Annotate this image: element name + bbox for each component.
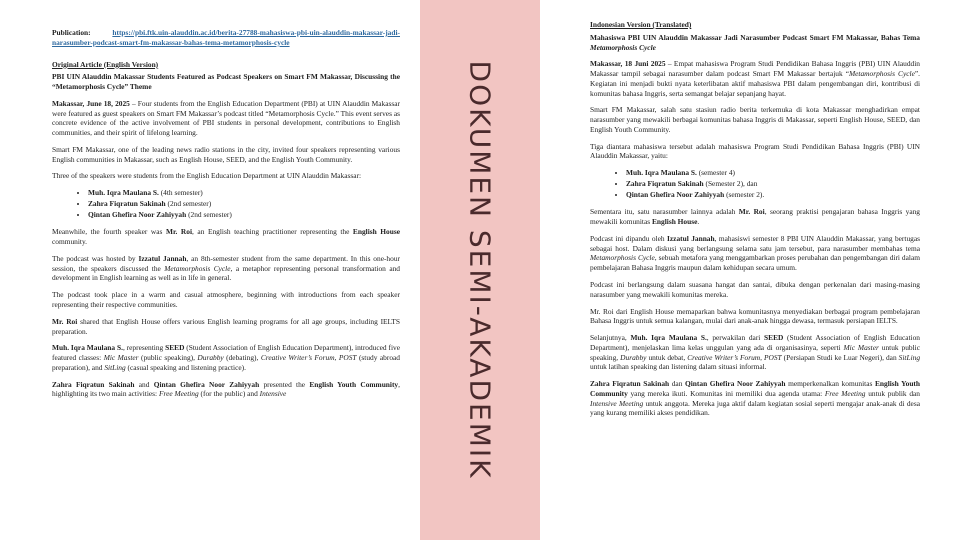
paragraph-7 <box>52 317 400 337</box>
text: , perwakilan dari <box>706 333 765 343</box>
text: dan <box>669 379 685 389</box>
text: English House <box>352 227 400 237</box>
publication-line <box>52 28 400 48</box>
text: , a metaphor representing personal transformation and development in English learning as well as in life in general. <box>52 263 400 283</box>
text: (debating), <box>223 353 261 363</box>
speaker-note: (semester 2). <box>724 189 765 199</box>
speaker-note: (4th semester) <box>158 188 203 198</box>
english-article-page <box>0 0 420 540</box>
paragraph-8 <box>590 333 920 372</box>
paragraph-1 <box>52 99 400 138</box>
text: untuk publik dan <box>865 388 920 398</box>
dateline: Makassar, 18 Juni 2025 <box>590 59 666 69</box>
text: SEED <box>165 343 185 353</box>
text: Mic Master <box>103 353 139 363</box>
list-item <box>626 190 920 201</box>
paragraph-4 <box>590 207 920 227</box>
band-label: DOKUMEN SEMI-AKADEMIK <box>463 60 497 480</box>
text: Izzatul Jannah <box>667 233 715 243</box>
paragraph-9 <box>52 380 400 400</box>
article-title-english: PBI UIN Alauddin Makassar Students Featured as Podcast Speakers on Smart FM Makassar, Discussing the “Metamorphosis Cycle” Theme <box>52 72 400 92</box>
dateline: Makassar, June 18, 2025 <box>52 98 130 108</box>
text: shared that English House offers various English learning programs for all age groups, including IELTS preparation. <box>52 316 401 336</box>
text: English House <box>652 217 698 227</box>
section-heading-english: Original Article (English Version) <box>52 59 159 69</box>
text: Intensive Meeting <box>590 398 644 408</box>
text: SitLing <box>898 352 921 362</box>
p1-text: – Four students from the English Education Department (PBI) at UIN Alauddin Makassar were featured as guest speakers on Smart FM Makassar’s podcast titled “Metamorphosis Cycle.” This event serves as concrete evidence of the active involvement of PBI students in personal development, contributions to English communities, and their spirit of lifelong learning. <box>52 98 400 138</box>
text: Intensive <box>259 389 287 399</box>
text: Free Meeting <box>824 388 866 398</box>
text: (study abroad preparation), and <box>52 353 400 372</box>
text: Creative Writer’s Forum, POST <box>687 352 782 362</box>
text: Muh. Iqra Maulana S. <box>630 333 707 343</box>
paragraph-7: Mr. Roi dari English House memaparkan bahwa komunitasnya menyediakan berbagai program pembelajaran Bahasa Inggris untuk semua kalangan, mulai dari anak-anak hingga dewasa, termasuk persiapan IELTS. <box>590 306 920 326</box>
text: Muh. Iqra Maulana S. <box>52 343 123 353</box>
paragraph-4 <box>52 227 400 247</box>
text: Qintan Ghefira Noor Zahiyyah <box>685 379 786 389</box>
text: (Student Association of English Education Department), introduced five featured classes: <box>52 343 400 363</box>
text: , mahasiswi semester 8 PBI UIN Alauddin Makassar, yang bertugas sebagai host. Dalam diskusi yang berlangsung selama satu jam tersebut, para narasumber membahas tema <box>590 233 920 253</box>
text: , an English teaching practitioner representing the <box>192 227 353 237</box>
list-item <box>88 210 400 221</box>
text: The podcast was hosted by <box>52 253 139 263</box>
text: Durabby <box>620 352 647 362</box>
text: Metamorphosis Cycle <box>590 42 656 52</box>
paragraph-9 <box>590 379 920 418</box>
text: , an 8th-semester student from the same department. In this one-hour session, the speakers discussed the <box>52 253 400 273</box>
text: (casual speaking and listening practice). <box>125 362 246 372</box>
speaker-note: (Semester 2), dan <box>703 178 758 188</box>
text: . <box>697 217 700 227</box>
text: presented the <box>259 379 310 389</box>
speaker-note: (semester 4) <box>696 168 736 178</box>
text: Metamorphosis Cycle <box>590 253 655 263</box>
list-item <box>626 168 920 179</box>
text: English Youth Community <box>590 379 920 398</box>
text: Mr. Roi <box>165 227 193 237</box>
paragraph-5 <box>52 254 400 283</box>
paragraph-1 <box>590 59 920 98</box>
article-title-indonesian <box>590 33 920 53</box>
speaker-list-indonesian <box>590 168 920 200</box>
text: English Youth Community <box>309 379 399 389</box>
text: , seorang praktisi pengajaran bahasa Inggris yang mewakili komunitas <box>590 207 921 227</box>
text: Zahra Fiqratun Sakinah <box>52 379 135 389</box>
text: ”. Kegiatan ini menjadi bukti nyata keterlibatan aktif mahasiswa PBI dalam pengembangan diri, kontribusi di komunitas bahasa Inggris, serta semangat belajar sepanjang hayat. <box>590 69 920 98</box>
speaker-name: Qintan Ghefira Noor Zahiyyah <box>626 189 725 199</box>
text: Mahasiswa PBI UIN Alauddin Makassar Jadi Narasumber Podcast Smart FM Makassar, Bahas Tema <box>590 32 920 42</box>
text: Metamorphosis Cycle <box>164 263 231 273</box>
text: yang mereka ikuti. Komunitas ini memiliki dua agenda utama: <box>627 388 825 398</box>
text: Zahra Fiqratun Sakinah <box>590 379 670 389</box>
indonesian-article-page <box>540 0 960 540</box>
text: (Student Association of English Education Department), menjelaskan lima kelas unggulan yang ada di organisasinya, seperti <box>590 333 921 352</box>
text: Metamorphosis Cycle <box>849 69 915 79</box>
text: , <box>334 353 339 363</box>
text: Creative Writer’s Forum <box>260 353 335 363</box>
paragraph-3: Tiga diantara mahasiswa tersebut adalah mahasiswa Program Studi Pendidikan Bahasa Inggris (PBI) UIN Alauddin Makassar, yaitu: <box>590 141 920 161</box>
paragraph-6: Podcast ini berlangsung dalam suasana hangat dan santai, dibuka dengan perkenalan dari masing-masing narasumber yang mewakili komunitas mereka. <box>590 279 920 299</box>
text: Durabby <box>197 353 224 363</box>
paragraph-3: Three of the speakers were students from the English Education Department at UIN Alauddin Makassar: <box>52 171 362 181</box>
text: , sebuah metafora yang menggambarkan proses perubahan dan pengembangan diri dalam pembelajaran Bahasa Inggris maupun dalam kehidupan secara umum. <box>590 253 920 273</box>
paragraph-6: The podcast took place in a warm and casual atmosphere, beginning with introductions from each speaker representing their respective communities. <box>52 290 400 309</box>
text: Free Meeting <box>158 389 199 399</box>
text: Podcast ini dipandu oleh <box>590 233 668 243</box>
section-heading-indonesian: Indonesian Version (Translated) <box>590 20 692 29</box>
list-item <box>626 179 920 190</box>
text: SitLing <box>104 362 126 372</box>
speaker-list-english <box>52 188 400 220</box>
speaker-name: Zahra Fiqratun Sakinah <box>88 198 166 208</box>
text: community. <box>52 237 88 247</box>
publication-link[interactable]: https://pbi.ftk.uin-alauddin.ac.id/berita-27788-mahasiswa-pbi-uin-alauddin-makassar-jadi-narasumber-podcast-smart-fm-makassar-bahas-tema-metamorphosis-cycle <box>52 28 400 47</box>
text: – Empat mahasiswa Program Studi Pendidikan Bahasa Inggris (PBI) UIN Alauddin Makassar tampil sebagai narasumber dalam podcast Smart FM Makassar bertajuk “ <box>590 59 920 79</box>
text: (public speaking), <box>138 353 198 363</box>
text: Mic Master <box>843 342 879 352</box>
text: untuk public speaking, <box>590 342 920 362</box>
text: (for the public) and <box>198 389 260 399</box>
text: Meanwhile, the fourth speaker was <box>52 227 166 237</box>
text: Selanjutnya, <box>590 333 631 343</box>
text: untuk debat, <box>646 352 688 362</box>
text: Mr. Roi <box>52 316 78 326</box>
list-item <box>88 199 400 210</box>
speaker-name: Muh. Iqra Maulana S. <box>88 188 159 198</box>
paragraph-2: Smart FM Makassar, salah satu stasiun radio berita terkemuka di kota Makassar menghadirkan empat narasumber yang mewakili berbagai komunitas bahasa Inggris di Makassar, seperti English House, SEED, dan English Youth Community. <box>590 105 920 134</box>
text: untuk anggota. Mereka juga aktif dalam kegiatan sosial seperti mengajar anak-anak di desa yang kurang memiliki akses pendidikan. <box>590 398 920 418</box>
speaker-name: Qintan Ghefira Noor Zahiyyah <box>88 209 187 219</box>
speaker-note: (2nd semester) <box>165 198 212 208</box>
text: Izzatul Jannah <box>138 253 187 263</box>
text: Sementara itu, satu narasumber lainnya adalah <box>590 207 739 217</box>
text: memperkenalkan komunitas <box>785 379 875 389</box>
publication-label: Publication: <box>52 28 91 37</box>
text: untuk latihan speaking dan listening dalam situasi informal. <box>590 362 767 372</box>
text: , representing <box>122 343 166 353</box>
list-item <box>88 188 400 199</box>
speaker-note: (2nd semester) <box>186 209 232 219</box>
text: , highlighting its two main activities: <box>52 379 400 399</box>
paragraph-8 <box>52 343 400 372</box>
paragraph-5 <box>590 234 920 273</box>
text: and <box>134 379 154 389</box>
text: Qintan Ghefira Noor Zahiyyah <box>153 379 260 389</box>
text: POST <box>338 353 357 363</box>
speaker-name: Zahra Fiqratun Sakinah <box>626 178 704 188</box>
text: (Persiapan Studi ke Luar Negeri), dan <box>781 352 899 362</box>
paragraph-2: Smart FM Makassar, one of the leading news radio stations in the city, invited four speakers representing various English communities in Makassar, such as English House, SEED, and the English Youth Community. <box>52 144 400 164</box>
speaker-name: Muh. Iqra Maulana S. <box>626 168 697 178</box>
text: Mr. Roi <box>738 207 765 217</box>
text: SEED <box>764 333 784 343</box>
